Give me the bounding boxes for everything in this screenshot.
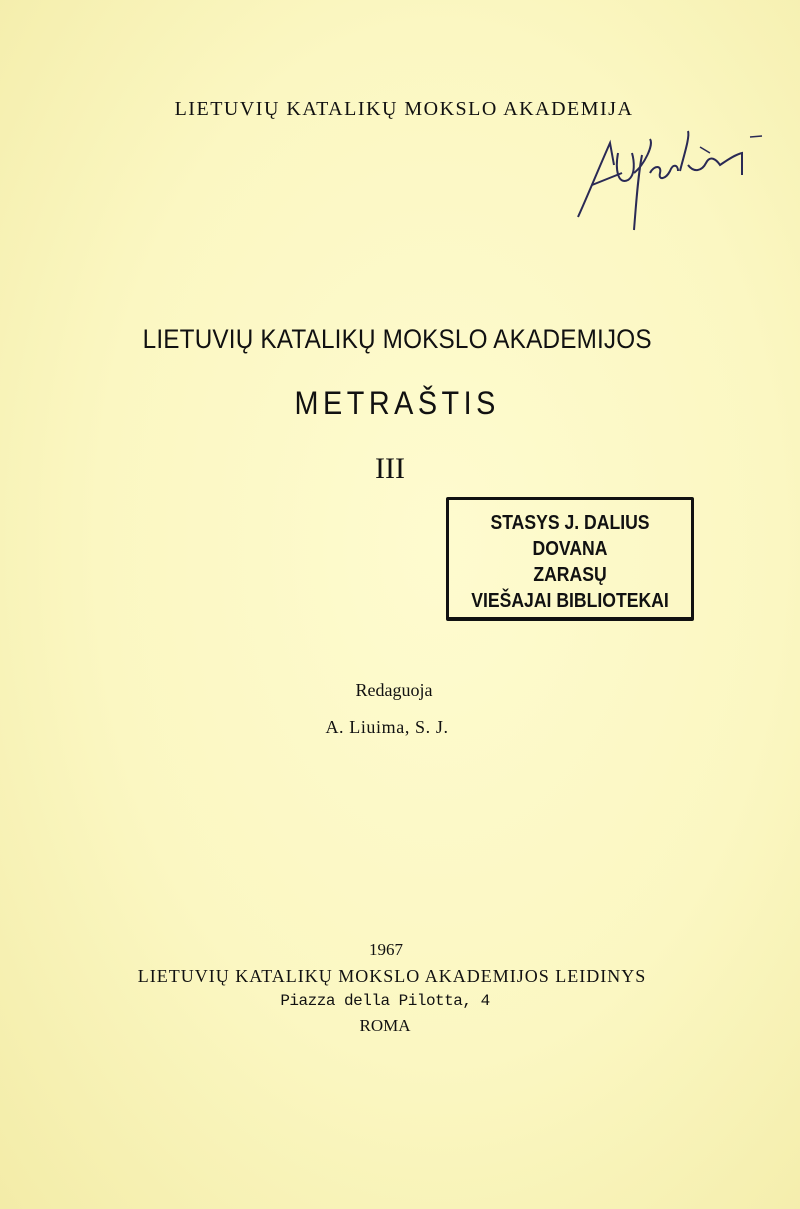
stamp-line: STASYS J. DALIUS <box>490 512 650 534</box>
publication-city: ROMA <box>359 1016 411 1035</box>
publisher-footer: LIETUVIŲ KATALIKŲ MOKSLO AKADEMIJOS LEIDINYS <box>137 966 647 986</box>
publication-year: 1967 <box>369 940 403 959</box>
publisher-header: LIETUVIŲ KATALIKŲ MOKSLO AKADEMIJA <box>174 98 634 120</box>
series-title: LIETUVIŲ KATALIKŲ MOKSLO AKADEMIJOS <box>142 324 652 354</box>
publisher-address: Piazza della Pilotta, 4 <box>280 992 490 1010</box>
library-stamp <box>446 497 694 621</box>
stamp-line: ZARASŲ <box>533 564 607 586</box>
stamp-line: DOVANA <box>532 538 608 560</box>
volume-number: III <box>375 452 405 485</box>
main-title: METRAŠTIS <box>294 385 500 421</box>
editor-label: Redaguoja <box>355 680 433 700</box>
stamp-line: VIEŠAJAI BIBLIOTEKAI <box>471 590 669 612</box>
handwritten-signature <box>570 125 770 240</box>
editor-name: A. Liuima, S. J. <box>325 717 449 737</box>
